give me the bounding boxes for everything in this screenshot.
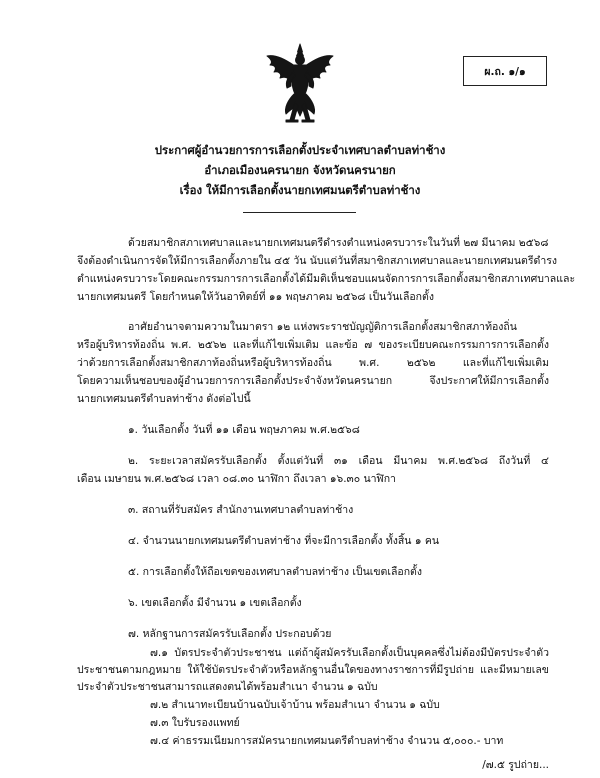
- item-3: ๓. สถานที่รับสมัคร สำนักงานเทศบาลตำบลท่าช้าง: [128, 504, 354, 516]
- form-code-box: ผ.ถ. ๑/๑: [463, 56, 547, 86]
- item-5: ๕. การเลือกตั้งให้ถือเขตของเทศบาลตำบลท่าช้าง เป็นเขตเลือกตั้ง: [128, 566, 422, 578]
- header-divider: [243, 212, 356, 213]
- sub-7-2: ๗.๒ สำเนาทะเบียนบ้านฉบับเจ้าบ้าน พร้อมสำเนา จำนวน ๑ ฉบับ: [150, 699, 440, 711]
- item-2-line2: เดือน เมษายน พ.ศ.๒๕๖๘ เวลา ๐๘.๓๐ นาฬิกา ถึงเวลา ๑๖.๓๐ นาฬิกา: [77, 473, 396, 485]
- para1-line2: จึงต้องดำเนินการจัดให้มีการเลือกตั้งภายใน ๔๕ วัน นับแต่วันที่สมาชิกสภาเทศบาลและนายกเทศมนตรีดำรง: [77, 255, 557, 267]
- para2-line3: ว่าด้วยการเลือกตั้งสมาชิกสภาท้องถิ่นหรือผู้บริหารท้องถิ่น พ.ศ. ๒๕๖๒ และที่แก้ไขเพิ่มเติม: [77, 357, 549, 369]
- para1-line1: ด้วยสมาชิกสภาเทศบาลและนายกเทศมนตรีดำรงตำแหน่งครบวาระในวันที่ ๒๗ มีนาคม ๒๕๖๘: [128, 237, 549, 249]
- item-2-line1: ๒. ระยะเวลาสมัครรับเลือกตั้ง ตั้งแต่วันที่ ๓๑ เดือน มีนาคม พ.ศ.๒๕๖๘ ถึงวันที่ ๔: [128, 455, 549, 467]
- para1-line3: ตำแหน่งครบวาระโดยคณะกรรมการการเลือกตั้งได้มีมติเห็นชอบแผนจัดการการเลือกตั้งสมาชิกสภาเทศบาลและ: [77, 273, 576, 285]
- sub-7-4: ๗.๔ ค่าธรรมเนียมการสมัครนายกเทศมนตรีตำบลท่าช้าง จำนวน ๕,๐๐๐.- บาท: [150, 735, 504, 747]
- item-1: ๑. วันเลือกตั้ง วันที่ ๑๑ เดือน พฤษภาคม พ.ศ.๒๕๖๘: [128, 424, 360, 436]
- continuation-note: /๗.๕ รูปถ่าย...: [482, 759, 549, 771]
- header-title-line1: ประกาศผู้อำนวยการการเลือกตั้งประจำเทศบาลตำบลท่าช้าง: [154, 143, 446, 157]
- item-4: ๔. จำนวนนายกเทศมนตรีตำบลท่าช้าง ที่จะมีการเลือกตั้ง ทั้งสิ้น ๑ คน: [128, 535, 440, 547]
- sub-7-1-line3: ประจำตัวประชาชนสามารถแสดงตนได้พร้อมสำเนา จำนวน ๑ ฉบับ: [77, 681, 378, 693]
- para2-line1: อาศัยอำนาจตามความในมาตรา ๑๒ แห่งพระราชบัญญัติการเลือกตั้งสมาชิกสภาท้องถิ่น: [128, 321, 517, 333]
- header-subject: เรื่อง ให้มีการเลือกตั้งนายกเทศมนตรีตำบลท่าช้าง: [179, 183, 421, 197]
- sub-7-1-line2: ประชาชนตามกฎหมาย ให้ใช้บัตรประจำตัวหรือหลักฐานอื่นใดของทางราชการที่มีรูปถ่าย และมีหมายเลข: [77, 664, 549, 676]
- para2-line2: หรือผู้บริหารท้องถิ่น พ.ศ. ๒๕๖๒ และที่แก้ไขเพิ่มเติม และข้อ ๗ ของระเบียบคณะกรรมการการเลือกตั้ง: [77, 339, 549, 351]
- para2-line5: นายกเทศมนตรีตำบลท่าช้าง ดังต่อไปนี้: [77, 393, 251, 405]
- para2-line4: โดยความเห็นชอบของผู้อำนวยการการเลือกตั้งประจำจังหวัดนครนายก จึงประกาศให้มีการเลือกตั้ง: [77, 375, 549, 387]
- sub-7-1-line1: ๗.๑ บัตรประจำตัวประชาชน แต่ถ้าผู้สมัครรับเลือกตั้งเป็นบุคคลซึ่งไม่ต้องมีบัตรประจำตัว: [150, 647, 549, 659]
- garuda-emblem-icon: [264, 42, 336, 124]
- para1-line4: นายกเทศมนตรี โดยกำหนดให้วันอาทิตย์ที่ ๑๑ พฤษภาคม ๒๕๖๘ เป็นวันเลือกตั้ง: [77, 291, 434, 303]
- sub-7-3: ๗.๓ ใบรับรองแพทย์: [150, 717, 240, 729]
- item-7: ๗. หลักฐานการสมัครรับเลือกตั้ง ประกอบด้วย: [128, 628, 332, 640]
- item-6: ๖. เขตเลือกตั้ง มีจำนวน ๑ เขตเลือกตั้ง: [128, 597, 302, 609]
- header-title-line2: อำเภอเมืองนครนายก จังหวัดนครนายก: [204, 163, 396, 177]
